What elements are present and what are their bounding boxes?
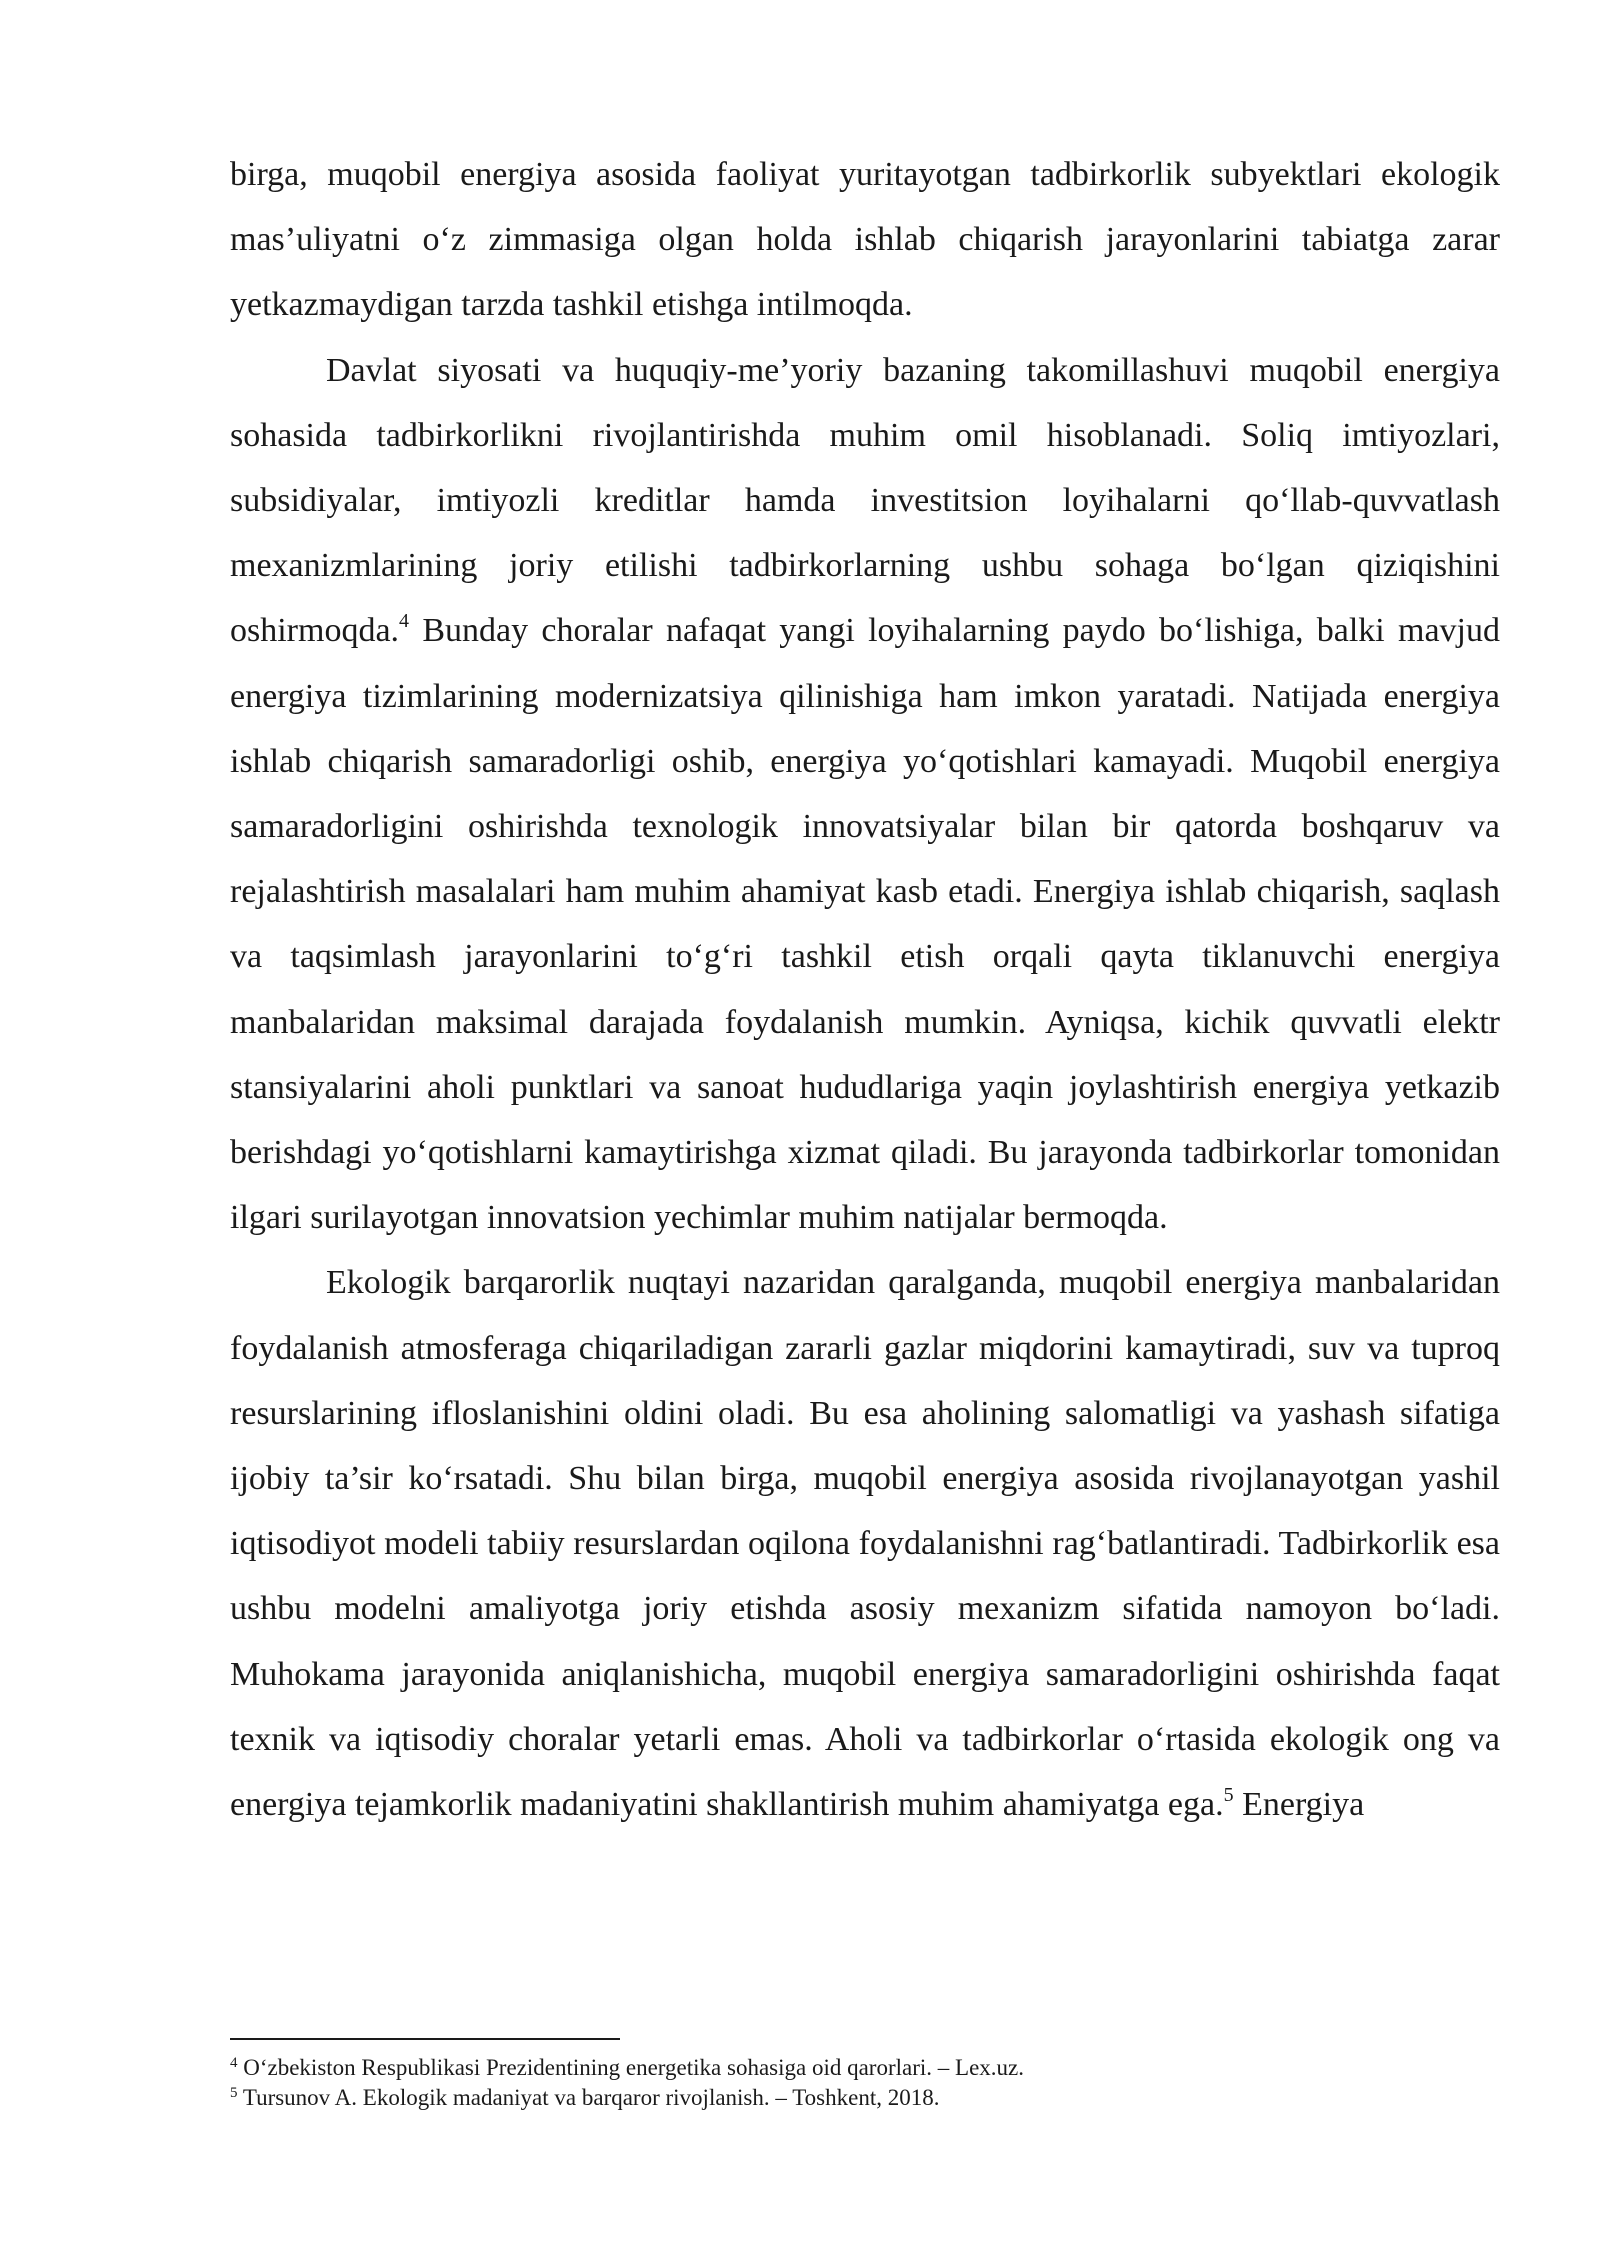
footnote-separator bbox=[230, 2038, 620, 2040]
paragraph-ecology-text-part2: Energiya bbox=[1233, 1786, 1365, 1824]
paragraph-ecology-text-part1: Ekologik barqarorlik nuqtayi nazaridan qaralganda, muqobil energiya manbalaridan foydalanish atmosferaga chiqariladigan zararli gazlar miqdorini kamaytiradi, suv va tuproq resurslarining ifloslanishini oldini oladi. Bu esa aholining salomatligi va yashash sifatiga ijobiy ta’sir ko‘rsatadi. Shu bilan birga, muqobil energiya asosida rivojlanayotgan yashil iqtisodiyot modeli tabiiy resurslardan oqilona foydalanishni rag‘batlantiradi. Tadbirkorlik esa ushbu modelni amaliyotga joriy etishda asosiy mexanizm sifatida namoyon bo‘ladi. Muhokama jarayonida aniqlanishicha, muqobil energiya samaradorligini oshirishda faqat texnik va iqtisodiy choralar yetarli emas. Aholi va tadbirkorlar o‘rtasida ekologik ong va energiya tejamkorlik madaniyatini shakllantirish muhim ahamiyatga ega. bbox=[230, 1264, 1500, 1824]
footnotes bbox=[230, 2053, 1500, 2113]
paragraph-policy-text-part1: Davlat siyosati va huquqiy-me’yoriy bazaning takomillashuvi muqobil energiya sohasida tadbirkorlikni rivojlantirishda muhim omil hisoblanadi. Soliq imtiyozlari, subsidiyalar, imtiyozli kreditlar hamda investitsion loyihalarni qo‘llab-quvvatlash mexanizmlarining joriy etilishi tadbirkorlarning ushbu sohaga bo‘lgan qiziqishini oshirmoqda. bbox=[230, 351, 1500, 650]
footnote-mark-4: 4 bbox=[230, 2055, 238, 2071]
footnote-reference-4[interactable]: 4 bbox=[399, 610, 410, 633]
paragraph-continuation: birga, muqobil energiya asosida faoliyat yuritayotgan tadbirkorlik subyektlari ekologik mas’uliyatni o‘z zimmasiga olgan holda ishlab chiqarish jarayonlarini tabiatga zarar yetkazmaydigan tarzda tashkil etishga intilmoqda. bbox=[230, 156, 1500, 324]
footnote-mark-5: 5 bbox=[230, 2085, 238, 2101]
paragraph-ecology bbox=[230, 1250, 1500, 1837]
footnote-5 bbox=[230, 2083, 1500, 2113]
body-text bbox=[230, 142, 1500, 1837]
footnote-4 bbox=[230, 2053, 1500, 2083]
paragraph-policy bbox=[230, 338, 1500, 1251]
footnote-text-5: Tursunov A. Ekologik madaniyat va barqaror rivojlanish. – Toshkent, 2018. bbox=[237, 2085, 940, 2110]
paragraph-policy-text-part2: Bunday choralar nafaqat yangi loyihalarning paydo bo‘lishiga, balki mavjud energiya tizimlarining modernizatsiya qilinishiga ham imkon yaratadi. Natijada energiya ishlab chiqarish samaradorligi oshib, energiya yo‘qotishlari kamayadi. Muqobil energiya samaradorligini oshirishda texnologik innovatsiyalar bilan bir qatorda boshqaruv va rejalashtirish masalalari ham muhim ahamiyat kasb etadi. Energiya ishlab chiqarish, saqlash va taqsimlash jarayonlarini to‘g‘ri tashkil etish orqali qayta tiklanuvchi energiya manbalaridan maksimal darajada foydalanish mumkin. Ayniqsa, kichik quvvatli elektr stansiyalarini aholi punktlari va sanoat hududlariga yaqin joylashtirish energiya yetkazib berishdagi yo‘qotishlarni kamaytirishga xizmat qiladi. Bu jarayonda tadbirkorlar tomonidan ilgari surilayotgan innovatsion yechimlar muhim natijalar bermoqda. bbox=[230, 612, 1500, 1237]
footnote-reference-5[interactable]: 5 bbox=[1223, 1784, 1234, 1807]
footnote-text-4: O‘zbekiston Respublikasi Prezidentining energetika sohasiga oid qarorlari. – Lex.uz. bbox=[237, 2055, 1024, 2080]
